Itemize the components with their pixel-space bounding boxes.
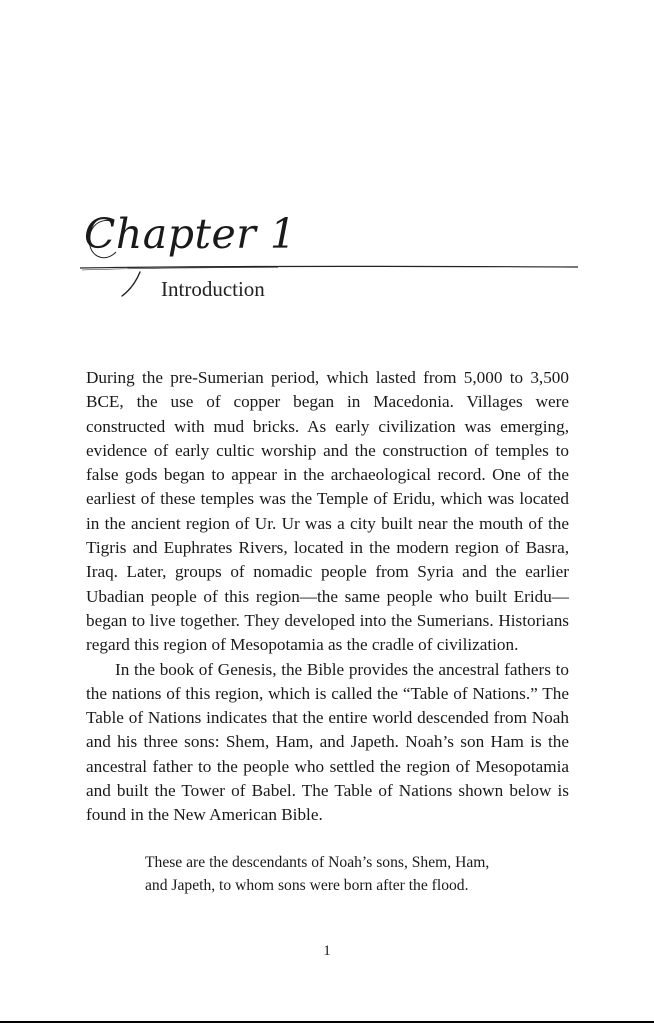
chapter-heading bbox=[78, 212, 578, 302]
chapter-title: Chapter 1 bbox=[84, 210, 297, 258]
block-quote bbox=[145, 851, 525, 897]
page-number: 1 bbox=[323, 943, 331, 959]
chapter-subtitle: Introduction bbox=[161, 277, 265, 301]
paragraph: During the pre-Sumerian period, which lasted from 5,000 to 3,500 BCE, the use of copper began in Macedonia. Villages were constructed with mud bricks. As early civilization was emerging, evidence of early cultic worship and the construction of temples to false gods began to appear in the archaeological record. One of the earliest of these temples was the Temple of Eridu, which was located in the ancient region of Ur. Ur was a city built near the mouth of the Tigris and Euphrates Rivers, located in the modern region of Basra, Iraq. Later, groups of nomadic people from Syria and the earlier Ubadian people of this region—the same people who built Eridu—began to live together. They developed into the Sumerians. Historians regard this region of Mesopotamia as the cradle of civilization. bbox=[86, 368, 569, 655]
bottom-rule bbox=[0, 1021, 654, 1023]
quote-line: and Japeth, to whom sons were born after the flood. bbox=[145, 877, 469, 894]
paragraph: In the book of Genesis, the Bible provides the ancestral fathers to the nations of this region, which is called the “Table of Nations.” The Table of Nations indicates that the entire world descended from Noah and his three sons: Shem, Ham, and Japeth. Noah’s son Ham is the ancestral father to the people who settled the region of Mesopotamia and built the Tower of Babel. The Table of Nations shown below is found in the New American Bible. bbox=[86, 659, 569, 825]
quote-line: These are the descendants of Noah’s sons, Shem, Ham, bbox=[145, 854, 490, 871]
body-text bbox=[86, 366, 569, 828]
